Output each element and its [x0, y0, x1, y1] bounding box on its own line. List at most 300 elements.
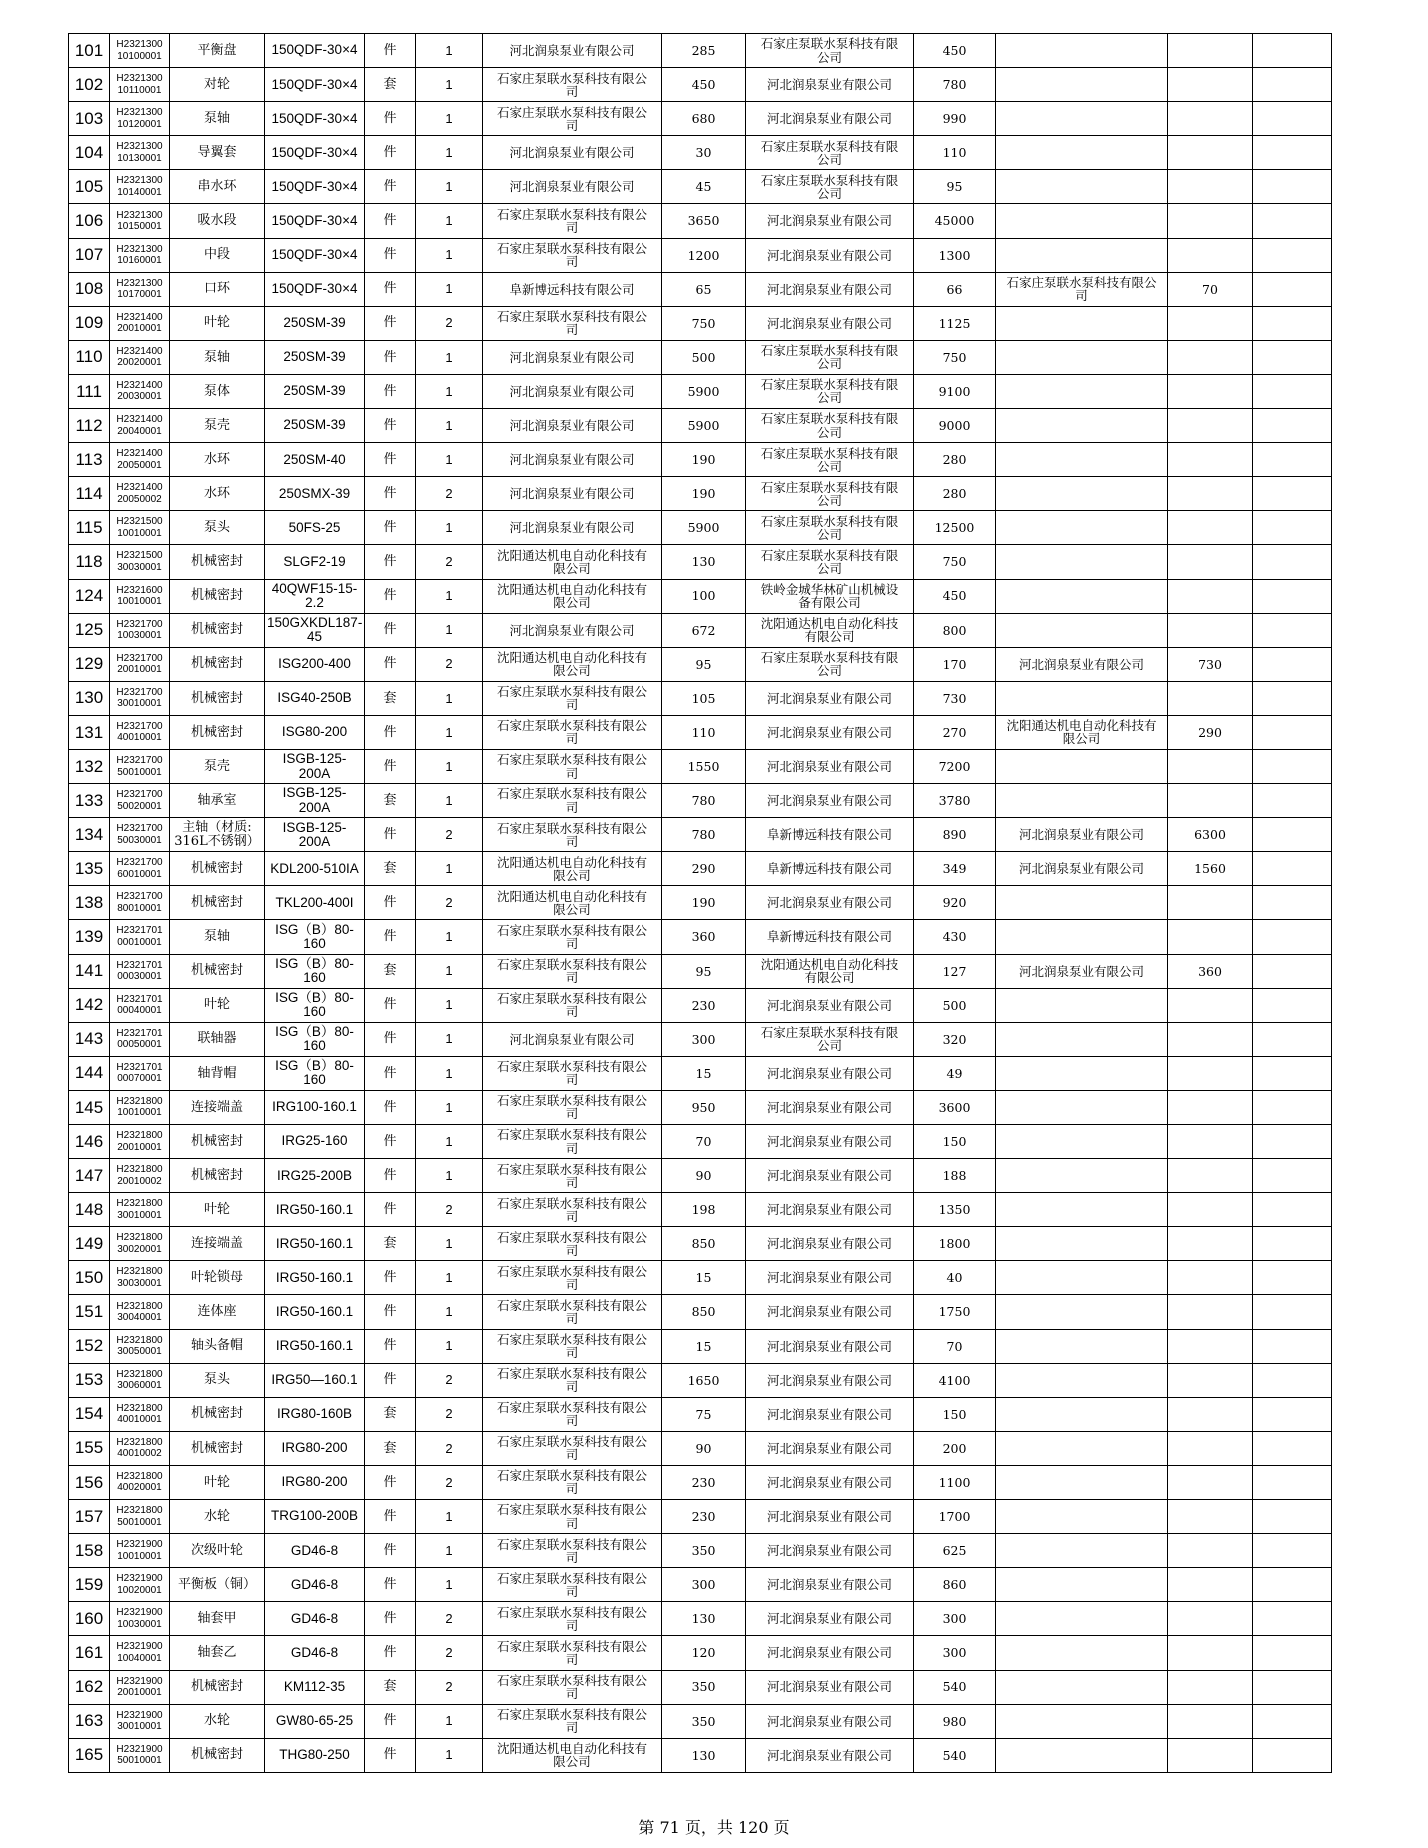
row-number-cell: 163 — [69, 1704, 110, 1738]
supplier-2-cell: 河北润泉泵业有限公司 — [746, 681, 914, 715]
supplier-3-cell — [996, 68, 1168, 102]
quantity-cell: 2 — [416, 1465, 483, 1499]
part-name-cell: 平衡板（铜） — [170, 1568, 265, 1602]
price-3-cell — [1168, 579, 1253, 613]
model-cell: 150QDF-30×4 — [265, 170, 365, 204]
price-1-cell: 120 — [662, 1636, 746, 1670]
price-3-cell — [1168, 477, 1253, 511]
supplier-3-cell — [996, 1125, 1168, 1159]
quantity-cell: 1 — [416, 579, 483, 613]
model-cell: KDL200-510IA — [265, 852, 365, 886]
part-name-cell: 泵壳 — [170, 749, 265, 783]
supplier-2-cell: 河北润泉泵业有限公司 — [746, 784, 914, 818]
price-2-cell: 280 — [914, 477, 996, 511]
price-2-cell: 3600 — [914, 1090, 996, 1124]
item-code-cell: H2321300 10100001 — [110, 34, 170, 68]
row-number-cell: 159 — [69, 1568, 110, 1602]
supplier-1-cell: 石家庄泵联水泵科技有限公 司 — [483, 920, 662, 954]
table-row — [69, 1704, 1332, 1738]
price-3-cell — [1168, 1193, 1253, 1227]
model-cell: GD46-8 — [265, 1602, 365, 1636]
part-name-cell: 泵轴 — [170, 102, 265, 136]
row-number-cell: 147 — [69, 1159, 110, 1193]
supplier-2-cell: 石家庄泵联水泵科技有限 公司 — [746, 136, 914, 170]
quantity-cell: 1 — [416, 749, 483, 783]
row-number-cell: 105 — [69, 170, 110, 204]
price-3-cell — [1168, 1363, 1253, 1397]
supplier-2-cell: 河北润泉泵业有限公司 — [746, 68, 914, 102]
part-name-cell: 机械密封 — [170, 1431, 265, 1465]
remarks-cell — [1253, 1670, 1332, 1704]
price-3-cell — [1168, 545, 1253, 579]
price-3-cell — [1168, 68, 1253, 102]
row-number-cell: 152 — [69, 1329, 110, 1363]
item-code-cell: H2321800 20010002 — [110, 1159, 170, 1193]
price-3-cell — [1168, 1704, 1253, 1738]
remarks-cell — [1253, 170, 1332, 204]
supplier-3-cell — [996, 1295, 1168, 1329]
model-cell: IRG50-160.1 — [265, 1227, 365, 1261]
model-cell: IRG80-200 — [265, 1431, 365, 1465]
quantity-cell: 1 — [416, 1261, 483, 1295]
table-row — [69, 306, 1332, 340]
part-name-cell: 机械密封 — [170, 886, 265, 920]
quantity-cell: 1 — [416, 613, 483, 647]
price-2-cell: 450 — [914, 34, 996, 68]
part-name-cell: 吸水段 — [170, 204, 265, 238]
remarks-cell — [1253, 306, 1332, 340]
table-row — [69, 1738, 1332, 1772]
remarks-cell — [1253, 102, 1332, 136]
model-cell: IRG25-160 — [265, 1125, 365, 1159]
row-number-cell: 102 — [69, 68, 110, 102]
row-number-cell: 146 — [69, 1125, 110, 1159]
supplier-2-cell: 河北润泉泵业有限公司 — [746, 204, 914, 238]
remarks-cell — [1253, 1636, 1332, 1670]
supplier-3-cell: 河北润泉泵业有限公司 — [996, 647, 1168, 681]
unit-cell: 件 — [365, 306, 416, 340]
price-2-cell: 1750 — [914, 1295, 996, 1329]
supplier-1-cell: 石家庄泵联水泵科技有限公 司 — [483, 954, 662, 988]
row-number-cell: 101 — [69, 34, 110, 68]
price-2-cell: 40 — [914, 1261, 996, 1295]
price-2-cell: 7200 — [914, 749, 996, 783]
price-3-cell — [1168, 1738, 1253, 1772]
parts-quote-table — [68, 33, 1332, 1773]
model-cell: 250SMX-39 — [265, 477, 365, 511]
supplier-3-cell — [996, 477, 1168, 511]
price-1-cell: 95 — [662, 954, 746, 988]
supplier-1-cell: 石家庄泵联水泵科技有限公 司 — [483, 1295, 662, 1329]
price-1-cell: 3650 — [662, 204, 746, 238]
table-row — [69, 852, 1332, 886]
model-cell: ISGB-125-200A — [265, 818, 365, 852]
price-3-cell — [1168, 1465, 1253, 1499]
remarks-cell — [1253, 1090, 1332, 1124]
price-2-cell: 990 — [914, 102, 996, 136]
quantity-cell: 1 — [416, 1329, 483, 1363]
price-1-cell: 15 — [662, 1056, 746, 1090]
remarks-cell — [1253, 272, 1332, 306]
supplier-2-cell: 河北润泉泵业有限公司 — [746, 988, 914, 1022]
price-1-cell: 45 — [662, 170, 746, 204]
unit-cell: 件 — [365, 1329, 416, 1363]
price-3-cell — [1168, 511, 1253, 545]
model-cell: 250SM-39 — [265, 374, 365, 408]
price-2-cell: 188 — [914, 1159, 996, 1193]
supplier-3-cell — [996, 170, 1168, 204]
supplier-3-cell — [996, 102, 1168, 136]
model-cell: 150QDF-30×4 — [265, 102, 365, 136]
item-code-cell: H2321701 00040001 — [110, 988, 170, 1022]
price-1-cell: 100 — [662, 579, 746, 613]
unit-cell: 件 — [365, 818, 416, 852]
supplier-3-cell: 河北润泉泵业有限公司 — [996, 852, 1168, 886]
model-cell: ISG200-400 — [265, 647, 365, 681]
unit-cell: 件 — [365, 613, 416, 647]
table-row — [69, 409, 1332, 443]
remarks-cell — [1253, 784, 1332, 818]
quantity-cell: 1 — [416, 1704, 483, 1738]
supplier-1-cell: 石家庄泵联水泵科技有限公 司 — [483, 306, 662, 340]
item-code-cell: H2321701 00050001 — [110, 1022, 170, 1056]
price-3-cell — [1168, 613, 1253, 647]
supplier-1-cell: 石家庄泵联水泵科技有限公 司 — [483, 102, 662, 136]
remarks-cell — [1253, 852, 1332, 886]
quantity-cell: 1 — [416, 1227, 483, 1261]
unit-cell: 件 — [365, 238, 416, 272]
model-cell: IRG50—160.1 — [265, 1363, 365, 1397]
part-name-cell: 水环 — [170, 443, 265, 477]
price-3-cell — [1168, 681, 1253, 715]
model-cell: 250SM-40 — [265, 443, 365, 477]
model-cell: IRG50-160.1 — [265, 1329, 365, 1363]
quantity-cell: 2 — [416, 886, 483, 920]
model-cell: 150QDF-30×4 — [265, 272, 365, 306]
remarks-cell — [1253, 1465, 1332, 1499]
row-number-cell: 125 — [69, 613, 110, 647]
supplier-2-cell: 河北润泉泵业有限公司 — [746, 1704, 914, 1738]
unit-cell: 件 — [365, 1090, 416, 1124]
unit-cell: 件 — [365, 1568, 416, 1602]
supplier-3-cell — [996, 1227, 1168, 1261]
model-cell: IRG50-160.1 — [265, 1295, 365, 1329]
price-3-cell — [1168, 988, 1253, 1022]
price-1-cell: 230 — [662, 988, 746, 1022]
row-number-cell: 161 — [69, 1636, 110, 1670]
price-2-cell: 349 — [914, 852, 996, 886]
remarks-cell — [1253, 238, 1332, 272]
supplier-2-cell: 石家庄泵联水泵科技有限 公司 — [746, 170, 914, 204]
price-3-cell — [1168, 204, 1253, 238]
row-number-cell: 104 — [69, 136, 110, 170]
supplier-3-cell — [996, 1056, 1168, 1090]
supplier-1-cell: 河北润泉泵业有限公司 — [483, 340, 662, 374]
unit-cell: 件 — [365, 1363, 416, 1397]
table-row — [69, 1295, 1332, 1329]
part-name-cell: 联轴器 — [170, 1022, 265, 1056]
supplier-2-cell: 河北润泉泵业有限公司 — [746, 749, 914, 783]
price-1-cell: 5900 — [662, 511, 746, 545]
remarks-cell — [1253, 749, 1332, 783]
price-1-cell: 500 — [662, 340, 746, 374]
unit-cell: 件 — [365, 170, 416, 204]
price-2-cell: 980 — [914, 1704, 996, 1738]
row-number-cell: 114 — [69, 477, 110, 511]
row-number-cell: 108 — [69, 272, 110, 306]
model-cell: IRG50-160.1 — [265, 1193, 365, 1227]
supplier-3-cell — [996, 988, 1168, 1022]
supplier-1-cell: 石家庄泵联水泵科技有限公 司 — [483, 238, 662, 272]
part-name-cell: 机械密封 — [170, 1670, 265, 1704]
supplier-1-cell: 石家庄泵联水泵科技有限公 司 — [483, 681, 662, 715]
price-1-cell: 5900 — [662, 374, 746, 408]
model-cell: GD46-8 — [265, 1534, 365, 1568]
remarks-cell — [1253, 68, 1332, 102]
row-number-cell: 113 — [69, 443, 110, 477]
supplier-1-cell: 石家庄泵联水泵科技有限公 司 — [483, 1465, 662, 1499]
quantity-cell: 1 — [416, 272, 483, 306]
supplier-1-cell: 石家庄泵联水泵科技有限公 司 — [483, 1329, 662, 1363]
row-number-cell: 143 — [69, 1022, 110, 1056]
supplier-3-cell — [996, 613, 1168, 647]
quantity-cell: 1 — [416, 68, 483, 102]
table-row — [69, 579, 1332, 613]
price-2-cell: 500 — [914, 988, 996, 1022]
quantity-cell: 1 — [416, 852, 483, 886]
row-number-cell: 142 — [69, 988, 110, 1022]
supplier-2-cell: 铁岭金城华林矿山机械设 备有限公司 — [746, 579, 914, 613]
model-cell: GD46-8 — [265, 1568, 365, 1602]
price-1-cell: 300 — [662, 1022, 746, 1056]
supplier-2-cell: 河北润泉泵业有限公司 — [746, 1363, 914, 1397]
quantity-cell: 2 — [416, 647, 483, 681]
supplier-2-cell: 石家庄泵联水泵科技有限 公司 — [746, 34, 914, 68]
remarks-cell — [1253, 1227, 1332, 1261]
supplier-3-cell: 河北润泉泵业有限公司 — [996, 818, 1168, 852]
price-3-cell: 1560 — [1168, 852, 1253, 886]
remarks-cell — [1253, 511, 1332, 545]
quantity-cell: 2 — [416, 1636, 483, 1670]
row-number-cell: 138 — [69, 886, 110, 920]
table-row — [69, 1022, 1332, 1056]
part-name-cell: 轴头备帽 — [170, 1329, 265, 1363]
table-row — [69, 1670, 1332, 1704]
supplier-2-cell: 河北润泉泵业有限公司 — [746, 1329, 914, 1363]
remarks-cell — [1253, 715, 1332, 749]
supplier-1-cell: 石家庄泵联水泵科技有限公 司 — [483, 1056, 662, 1090]
price-3-cell — [1168, 1090, 1253, 1124]
part-name-cell: 叶轮 — [170, 1193, 265, 1227]
price-3-cell — [1168, 1500, 1253, 1534]
table-row — [69, 204, 1332, 238]
quantity-cell: 2 — [416, 545, 483, 579]
supplier-2-cell: 河北润泉泵业有限公司 — [746, 306, 914, 340]
supplier-2-cell: 河北润泉泵业有限公司 — [746, 1295, 914, 1329]
part-name-cell: 叶轮 — [170, 988, 265, 1022]
table-row — [69, 34, 1332, 68]
unit-cell: 件 — [365, 988, 416, 1022]
model-cell: ISG80-200 — [265, 715, 365, 749]
remarks-cell — [1253, 579, 1332, 613]
price-3-cell — [1168, 34, 1253, 68]
supplier-1-cell: 河北润泉泵业有限公司 — [483, 374, 662, 408]
supplier-1-cell: 石家庄泵联水泵科技有限公 司 — [483, 1670, 662, 1704]
supplier-1-cell: 石家庄泵联水泵科技有限公 司 — [483, 1431, 662, 1465]
quantity-cell: 1 — [416, 1056, 483, 1090]
unit-cell: 件 — [365, 1500, 416, 1534]
unit-cell: 件 — [365, 1295, 416, 1329]
price-1-cell: 110 — [662, 715, 746, 749]
model-cell: 250SM-39 — [265, 340, 365, 374]
part-name-cell: 轴套乙 — [170, 1636, 265, 1670]
table-row — [69, 170, 1332, 204]
supplier-2-cell: 河北润泉泵业有限公司 — [746, 1465, 914, 1499]
remarks-cell — [1253, 647, 1332, 681]
supplier-1-cell: 河北润泉泵业有限公司 — [483, 477, 662, 511]
remarks-cell — [1253, 1397, 1332, 1431]
remarks-cell — [1253, 1159, 1332, 1193]
price-1-cell: 680 — [662, 102, 746, 136]
price-2-cell: 1700 — [914, 1500, 996, 1534]
row-number-cell: 132 — [69, 749, 110, 783]
unit-cell: 件 — [365, 443, 416, 477]
price-2-cell: 3780 — [914, 784, 996, 818]
price-3-cell — [1168, 409, 1253, 443]
remarks-cell — [1253, 34, 1332, 68]
unit-cell: 件 — [365, 1193, 416, 1227]
item-code-cell: H2321400 20040001 — [110, 409, 170, 443]
price-2-cell: 430 — [914, 920, 996, 954]
price-3-cell — [1168, 102, 1253, 136]
quantity-cell: 2 — [416, 818, 483, 852]
row-number-cell: 112 — [69, 409, 110, 443]
price-2-cell: 150 — [914, 1125, 996, 1159]
supplier-3-cell — [996, 1465, 1168, 1499]
model-cell: 250SM-39 — [265, 409, 365, 443]
quantity-cell: 2 — [416, 1397, 483, 1431]
supplier-2-cell: 石家庄泵联水泵科技有限 公司 — [746, 409, 914, 443]
table-row — [69, 1090, 1332, 1124]
part-name-cell: 平衡盘 — [170, 34, 265, 68]
supplier-3-cell — [996, 1534, 1168, 1568]
price-2-cell: 127 — [914, 954, 996, 988]
row-number-cell: 118 — [69, 545, 110, 579]
supplier-2-cell: 河北润泉泵业有限公司 — [746, 238, 914, 272]
price-3-cell — [1168, 1056, 1253, 1090]
supplier-3-cell: 石家庄泵联水泵科技有限公 司 — [996, 272, 1168, 306]
part-name-cell: 机械密封 — [170, 579, 265, 613]
remarks-cell — [1253, 1363, 1332, 1397]
quantity-cell: 1 — [416, 170, 483, 204]
price-1-cell: 350 — [662, 1704, 746, 1738]
remarks-cell — [1253, 136, 1332, 170]
part-name-cell: 泵头 — [170, 511, 265, 545]
supplier-3-cell — [996, 238, 1168, 272]
price-2-cell: 890 — [914, 818, 996, 852]
row-number-cell: 157 — [69, 1500, 110, 1534]
remarks-cell — [1253, 1500, 1332, 1534]
model-cell: IRG25-200B — [265, 1159, 365, 1193]
supplier-1-cell: 石家庄泵联水泵科技有限公 司 — [483, 749, 662, 783]
part-name-cell: 泵壳 — [170, 409, 265, 443]
item-code-cell: H2321900 10020001 — [110, 1568, 170, 1602]
table-row — [69, 272, 1332, 306]
table-row — [69, 954, 1332, 988]
part-name-cell: 连接端盖 — [170, 1090, 265, 1124]
price-1-cell: 130 — [662, 1602, 746, 1636]
price-1-cell: 90 — [662, 1431, 746, 1465]
price-2-cell: 750 — [914, 340, 996, 374]
supplier-3-cell — [996, 340, 1168, 374]
part-name-cell: 次级叶轮 — [170, 1534, 265, 1568]
supplier-2-cell: 河北润泉泵业有限公司 — [746, 1534, 914, 1568]
price-3-cell — [1168, 1636, 1253, 1670]
remarks-cell — [1253, 1431, 1332, 1465]
remarks-cell — [1253, 1125, 1332, 1159]
supplier-3-cell — [996, 1090, 1168, 1124]
supplier-3-cell — [996, 886, 1168, 920]
price-2-cell: 150 — [914, 1397, 996, 1431]
unit-cell: 件 — [365, 511, 416, 545]
supplier-1-cell: 石家庄泵联水泵科技有限公 司 — [483, 1090, 662, 1124]
model-cell: ISGB-125-200A — [265, 749, 365, 783]
supplier-1-cell: 石家庄泵联水泵科技有限公 司 — [483, 1568, 662, 1602]
row-number-cell: 106 — [69, 204, 110, 238]
remarks-cell — [1253, 204, 1332, 238]
supplier-1-cell: 河北润泉泵业有限公司 — [483, 511, 662, 545]
quantity-cell: 1 — [416, 1022, 483, 1056]
table-row — [69, 238, 1332, 272]
part-name-cell: 泵体 — [170, 374, 265, 408]
part-name-cell: 机械密封 — [170, 647, 265, 681]
supplier-1-cell: 石家庄泵联水泵科技有限公 司 — [483, 1159, 662, 1193]
unit-cell: 件 — [365, 749, 416, 783]
price-2-cell: 1350 — [914, 1193, 996, 1227]
remarks-cell — [1253, 988, 1332, 1022]
item-code-cell: H2321701 00010001 — [110, 920, 170, 954]
price-3-cell — [1168, 1159, 1253, 1193]
price-1-cell: 90 — [662, 1159, 746, 1193]
supplier-2-cell: 沈阳通达机电自动化科技 有限公司 — [746, 954, 914, 988]
item-code-cell: H2321900 10040001 — [110, 1636, 170, 1670]
supplier-2-cell: 河北润泉泵业有限公司 — [746, 1568, 914, 1602]
table-row — [69, 647, 1332, 681]
supplier-2-cell: 河北润泉泵业有限公司 — [746, 1397, 914, 1431]
price-3-cell: 360 — [1168, 954, 1253, 988]
row-number-cell: 109 — [69, 306, 110, 340]
supplier-1-cell: 石家庄泵联水泵科技有限公 司 — [483, 204, 662, 238]
price-2-cell: 95 — [914, 170, 996, 204]
price-1-cell: 285 — [662, 34, 746, 68]
unit-cell: 件 — [365, 272, 416, 306]
table-row — [69, 1056, 1332, 1090]
supplier-2-cell: 河北润泉泵业有限公司 — [746, 1738, 914, 1772]
item-code-cell: H2321701 00030001 — [110, 954, 170, 988]
price-3-cell — [1168, 886, 1253, 920]
price-3-cell: 70 — [1168, 272, 1253, 306]
price-3-cell — [1168, 1261, 1253, 1295]
model-cell: SLGF2-19 — [265, 545, 365, 579]
price-1-cell: 75 — [662, 1397, 746, 1431]
supplier-1-cell: 沈阳通达机电自动化科技有 限公司 — [483, 647, 662, 681]
table-row — [69, 136, 1332, 170]
part-name-cell: 叶轮 — [170, 1465, 265, 1499]
table-row — [69, 340, 1332, 374]
supplier-1-cell: 河北润泉泵业有限公司 — [483, 136, 662, 170]
price-3-cell — [1168, 443, 1253, 477]
unit-cell: 套 — [365, 1397, 416, 1431]
